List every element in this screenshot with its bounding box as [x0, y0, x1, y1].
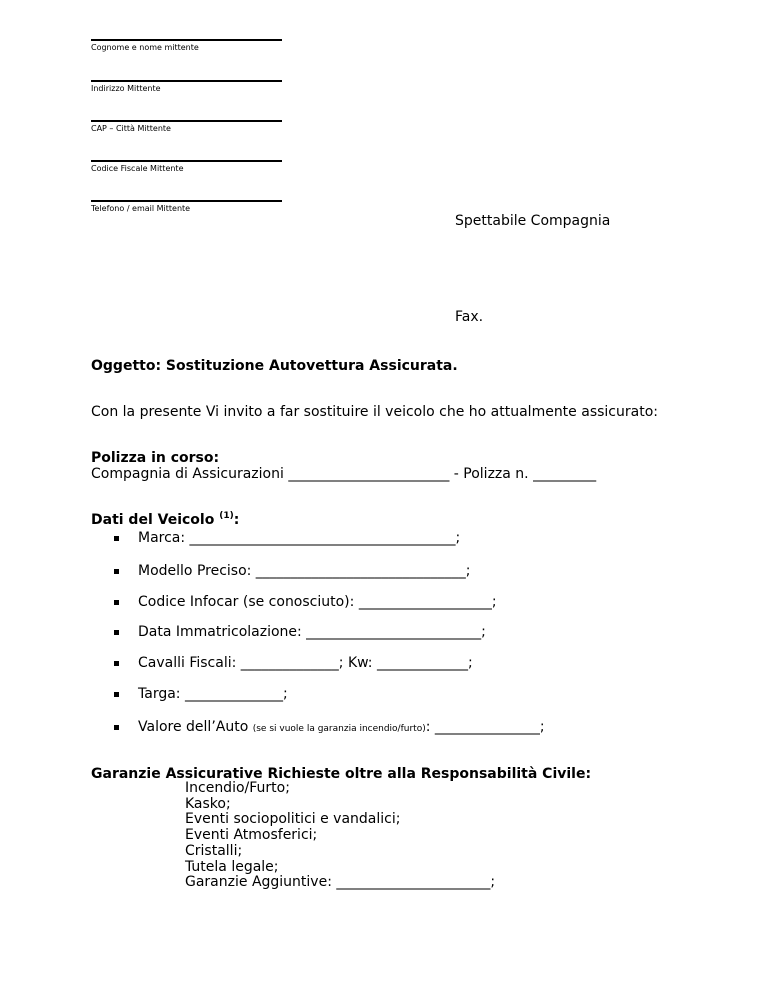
sender-cap-city-line [91, 120, 282, 122]
vehicle-item-plate-text: Targa: ______________; [138, 686, 288, 702]
sender-tax-code-line [91, 160, 282, 162]
policy-line: Compagnia di Assicurazioni _______________________ - Polizza n. _________ [91, 466, 597, 482]
guarantee-item: Kasko; [185, 795, 231, 812]
sender-tax-code-field [91, 160, 283, 173]
sender-name-line [91, 39, 282, 41]
sender-address-field [91, 80, 283, 93]
sender-address-line [91, 80, 282, 82]
guarantee-item: Incendio/Furto; [185, 780, 290, 796]
bullet-icon [114, 661, 119, 666]
vehicle-item-value-tail: : _______________; [425, 719, 545, 735]
vehicle-item-value-label: Valore dell’Auto [138, 719, 249, 735]
bullet-icon [114, 536, 119, 541]
recipient-greeting: Spettabile Compagnia [455, 213, 611, 229]
vehicle-footnote-ref: (1) [219, 511, 234, 521]
intro-paragraph: Con la presente Vi invito a far sostituire il veicolo che ho attualmente assicurato: [91, 404, 658, 420]
sender-contact-field [91, 200, 283, 213]
vehicle-item-infocar-text: Codice Infocar (se conosciuto): ___________________; [138, 594, 497, 610]
bullet-icon [114, 692, 119, 697]
guarantee-item: Garanzie Aggiuntive: ______________________; [185, 874, 496, 891]
guarantees-heading: Garanzie Assicurative Richieste oltre alla Responsabilità Civile: [91, 766, 592, 782]
guarantee-item: Eventi sociopolitici e vandalici; [185, 811, 401, 828]
sender-address-caption: Indirizzo Mittente [91, 84, 161, 93]
guarantees-list [185, 781, 495, 891]
vehicle-item-value-note: (se si vuole la garanzia incendio/furto) [252, 724, 426, 734]
recipient-fax: Fax. [455, 309, 484, 325]
bullet-icon [114, 600, 119, 605]
vehicle-item-model-text: Modello Preciso: ______________________________; [138, 563, 471, 579]
sender-name-field [91, 39, 283, 52]
guarantee-item: Eventi Atmosferici; [185, 827, 318, 844]
sender-contact-line [91, 200, 282, 202]
sender-contact-caption: Telefono / email Mittente [91, 204, 191, 213]
vehicle-heading-text: Dati del Veicolo [91, 512, 215, 528]
bullet-icon [114, 725, 119, 730]
vehicle-item-power-text: Cavalli Fiscali: ______________; Kw: _____________; [138, 655, 473, 671]
sender-name-caption: Cognome e nome mittente [91, 43, 199, 52]
guarantee-item: Tutela legale; [185, 858, 279, 875]
guarantee-item: Cristalli; [185, 842, 243, 859]
bullet-icon [114, 569, 119, 574]
vehicle-item-value-text [138, 719, 545, 735]
vehicle-heading [91, 512, 239, 528]
sender-cap-city-field [91, 120, 283, 133]
vehicle-heading-suffix: : [233, 512, 240, 528]
sender-tax-code-caption: Codice Fiscale Mittente [91, 164, 184, 173]
policy-heading: Polizza in corso: [91, 450, 220, 466]
bullet-icon [114, 630, 119, 635]
vehicle-item-brand-text: Marca: ______________________________________; [138, 530, 461, 546]
subject-line: Oggetto: Sostituzione Autovettura Assicurata. [91, 358, 458, 374]
sender-cap-city-caption: CAP – Città Mittente [91, 124, 171, 133]
vehicle-item-registration-date-text: Data Immatricolazione: _________________________; [138, 624, 486, 640]
